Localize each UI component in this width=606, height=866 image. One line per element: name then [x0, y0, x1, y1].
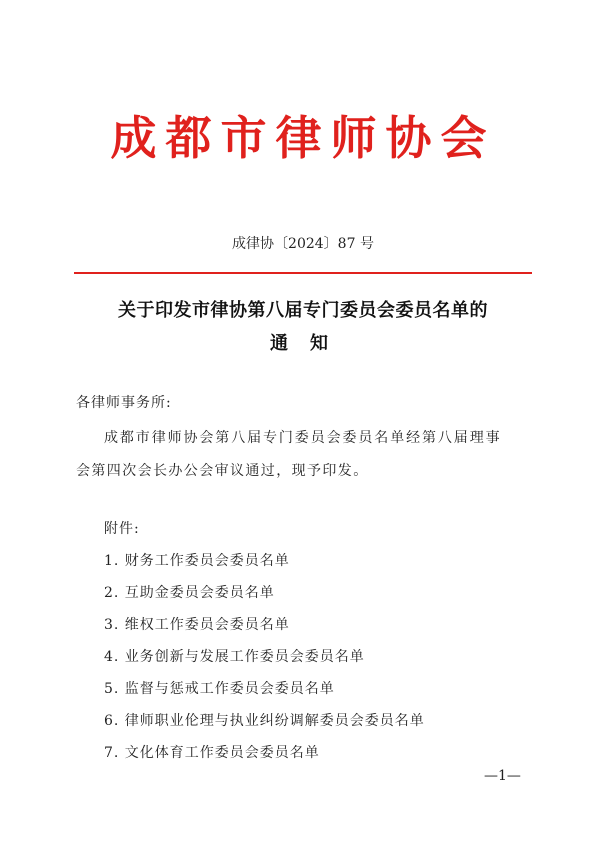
attachment-item: 7. 文化体育工作委员会委员名单	[104, 745, 320, 761]
attachment-item: 5. 监督与惩戒工作委员会委员名单	[104, 681, 335, 697]
body-paragraph-line-1: 成都市律师协会第八届专门委员会委员名单经第八届理事	[104, 430, 502, 446]
attachments-label: 附件:	[104, 521, 140, 537]
body-paragraph-line-2: 会第四次会长办公会审议通过，现予印发。	[76, 463, 369, 479]
attachment-list	[104, 551, 425, 775]
notice-title-continuation: 通知	[270, 333, 350, 354]
attachment-item: 4. 业务创新与发展工作委员会委员名单	[104, 649, 365, 665]
notice-title: 关于印发市律协第八届专门委员会委员名单的	[118, 300, 488, 321]
attachment-item: 6. 律师职业伦理与执业纠纷调解委员会委员名单	[104, 713, 425, 729]
attachment-item: 2. 互助金委员会委员名单	[104, 585, 275, 601]
letterhead-divider	[74, 272, 532, 274]
attachment-item: 1. 财务工作委员会委员名单	[104, 553, 290, 569]
salutation: 各律师事务所:	[76, 395, 172, 411]
letterhead-title: 成都市律师协会	[110, 111, 496, 165]
document-number: 成律协〔2024〕87 号	[232, 236, 374, 252]
page-number: —1—	[484, 768, 521, 784]
attachment-item: 3. 维权工作委员会委员名单	[104, 617, 290, 633]
